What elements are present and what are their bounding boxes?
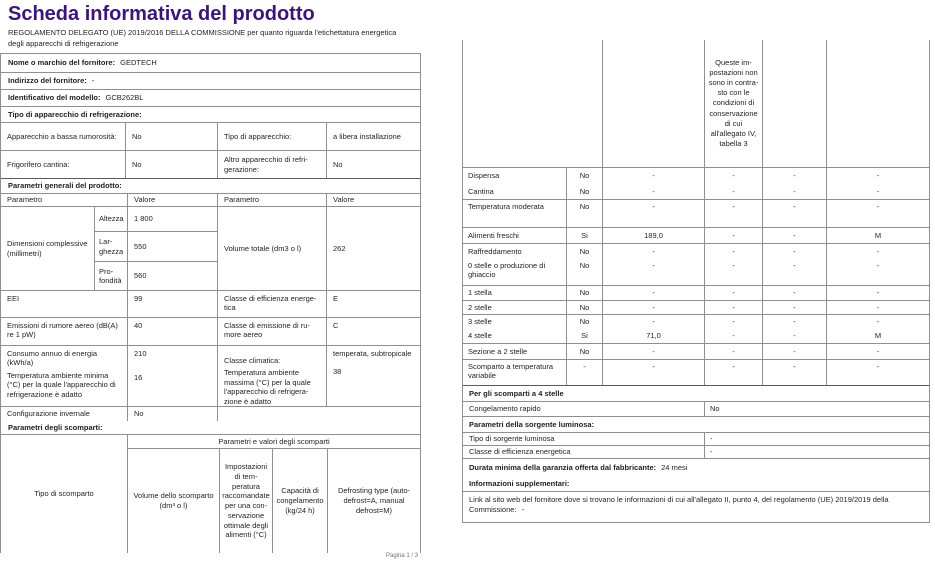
table-row [1, 291, 420, 318]
fast-freeze-value: No [710, 404, 720, 414]
wine-cooler-value: No [126, 151, 218, 178]
supplier-link-label: Link al sito web del fornitore dove si trovano le informazioni di cui all'allegato II, punto 4, del regolamento (UE) 2019/2019 della Commissione: [469, 495, 889, 515]
min-temp-label: Temperatura ambiente minima (°C) per la quale l'apparecchio di refrigerazione è adatto [7, 370, 116, 399]
compartment-capacity: - [763, 344, 827, 359]
defrost-col-header: Defrosting type (auto-defrost=A, manual defrost=M) [337, 486, 411, 515]
warranty-value: 24 mesi [661, 462, 688, 472]
compartment-present: No [567, 184, 603, 199]
compartment-present: No [567, 315, 603, 329]
max-temp-value: 38 [333, 367, 342, 377]
energy-climate-block [1, 346, 420, 407]
low-noise-label: Apparecchio a bassa rumorosità: [1, 123, 126, 150]
table-row [463, 184, 929, 200]
compartment-present: Si [567, 329, 603, 343]
table-row [463, 168, 929, 184]
climate-class-value: temperata, subtropicale [333, 349, 412, 358]
eei-value: 99 [128, 291, 218, 317]
compartment-temp: - [705, 315, 763, 329]
light-type-value: - [710, 434, 713, 444]
col-valore-2: Valore [333, 195, 355, 205]
compartment-name: 2 stelle [463, 301, 567, 314]
compartment-name: 3 stelle [463, 315, 567, 329]
table-row [463, 301, 929, 315]
compartment-volume: - [603, 286, 705, 300]
supplier-address-value: - [91, 76, 95, 86]
table-row [463, 315, 929, 329]
width-value: 550 [128, 232, 218, 261]
table-row [1, 123, 420, 151]
eei-label: EEI [1, 291, 128, 317]
light-class-row [463, 446, 929, 459]
fast-freeze-label: Congelamento rapido [463, 402, 705, 416]
compartment-temp: - [705, 184, 763, 199]
compartment-defrost: - [876, 261, 880, 270]
compartment-temp: - [705, 228, 763, 243]
volume-col-header: Volume dello scomparto (dm³ o l) [128, 449, 220, 553]
compartment-defrost: - [876, 302, 880, 312]
low-noise-value: No [126, 123, 218, 150]
compartments-table-title: Parametri e valori degli scomparti [128, 435, 420, 449]
warranty-row [463, 459, 929, 476]
page-number: Pagina 1 / 3 [386, 553, 419, 559]
compartments-header-table [1, 435, 420, 553]
dimensions-block [1, 207, 420, 291]
compartment-temp: - [705, 301, 763, 314]
supplier-link-row [463, 492, 929, 523]
compartment-capacity: - [763, 228, 827, 243]
fast-freeze-row [463, 402, 929, 417]
column-header-row [1, 194, 420, 207]
compartment-defrost: - [876, 202, 880, 211]
energy-values-cell [128, 346, 218, 406]
compartment-defrost: - [876, 171, 880, 181]
regulation-text: REGOLAMENTO DELEGATO (UE) 2019/2016 DELLA COMMISSIONE per quanto riguarda l'etichettatura energetica degli apparecchi di refrigerazione [8, 28, 397, 48]
table-row [1, 318, 420, 346]
compartment-temp: - [705, 200, 763, 227]
compartment-temp: - [705, 286, 763, 300]
compartment-volume: - [603, 360, 705, 385]
light-type-label: Tipo di sorgente luminosa [463, 433, 705, 445]
compartment-present: No [567, 168, 603, 184]
compartment-present: No [567, 344, 603, 359]
dimensions-label: Dimensioni complessive (millimetri) [1, 207, 95, 290]
compartment-capacity: - [763, 259, 827, 285]
compartment-volume: - [603, 184, 705, 199]
compartment-name: Dispensa [463, 168, 567, 184]
compartment-defrost: - [876, 288, 880, 298]
col-parametro-2: Parametro [218, 194, 327, 206]
compartment-capacity: - [763, 301, 827, 314]
compartment-capacity: - [763, 244, 827, 259]
table-row [463, 360, 929, 386]
col-valore-1: Valore [128, 194, 218, 206]
freezing-capacity-col-header: Capacità di congelamento (kg/24 h) [273, 449, 328, 553]
table-row [1, 407, 420, 421]
total-volume-label: Volume totale (dm3 o l) [218, 207, 327, 290]
compartments-section-title: Parametri degli scomparti: [1, 421, 420, 435]
model-id-value: GCB262BL [105, 93, 144, 103]
compartment-capacity: - [763, 315, 827, 329]
compartment-temp: - [705, 259, 763, 285]
supplementary-section-title: Informazioni supplementari: [463, 476, 929, 492]
energy-class-label: Classe di efficienza energetica [218, 291, 327, 317]
noise-value: 40 [128, 318, 218, 345]
compartment-defrost: - [876, 317, 880, 327]
empty-header-cell [463, 40, 603, 167]
supplier-address-label: Indirizzo del fornitore: [8, 76, 87, 86]
compartment-volume: - [603, 200, 705, 227]
noise-class-label: Classe di emissione di rumore aereo [218, 318, 327, 345]
table-row [95, 232, 218, 262]
compartment-present: No [567, 301, 603, 314]
compartment-present: No [567, 286, 603, 300]
table-row [95, 207, 218, 232]
compartment-defrost: M [874, 230, 882, 240]
climate-class-label: Classe climatica: [224, 356, 281, 365]
depth-label: Profondità [95, 262, 128, 290]
appliance-type-value: a libera installazione [333, 131, 401, 141]
empty-header-cell [763, 40, 827, 167]
light-class-value: - [710, 447, 713, 457]
height-value: 1 800 [128, 207, 218, 231]
compartment-name: Temperatura moderata [463, 200, 567, 227]
compartment-capacity: - [763, 329, 827, 343]
table-row [463, 329, 929, 344]
compartment-present: - [567, 360, 603, 385]
compartment-temp: - [705, 244, 763, 259]
table-row [95, 262, 218, 290]
min-temp-value: 16 [134, 373, 143, 383]
compartment-volume: - [603, 168, 705, 184]
compartment-volume: - [603, 244, 705, 259]
compartment-present: No [567, 244, 603, 259]
table-row [463, 228, 929, 244]
total-volume-value: 262 [333, 243, 346, 253]
supplier-name-value: GEDTECH [120, 58, 157, 68]
dimensions-subrows [95, 207, 218, 290]
energy-labels-cell [1, 346, 128, 406]
table-row [463, 259, 929, 286]
compartment-temp: - [705, 168, 763, 184]
compartment-temp: - [705, 344, 763, 359]
compartment-capacity: - [763, 286, 827, 300]
table-row [463, 286, 929, 301]
supplier-name-label: Nome o marchio del fornitore: [8, 58, 116, 68]
compartment-defrost: - [876, 186, 880, 196]
compartment-defrost: - [876, 246, 880, 256]
empty-header-cell [827, 40, 929, 167]
other-appliance-label: Altro apparecchio di refrigerazione: [218, 151, 327, 178]
type-section-title: Tipo di apparecchio di refrigerazione: [1, 107, 420, 123]
compartment-volume: - [603, 259, 705, 285]
page-1 [0, 0, 421, 553]
compartment-volume: - [603, 301, 705, 314]
compartment-temp: - [705, 329, 763, 343]
height-label: Altezza [95, 207, 128, 231]
compartment-capacity: - [763, 360, 827, 385]
compartment-volume: - [603, 344, 705, 359]
compartment-temp: - [705, 360, 763, 385]
compartment-volume: 71,0 [603, 329, 705, 343]
width-label: Larghezza [95, 232, 128, 261]
warranty-label: Durata minima della garanzia offerta dal fabbricante: [469, 462, 657, 472]
wine-cooler-label: Frigorifero cantina: [1, 151, 126, 178]
light-type-row [463, 433, 929, 446]
compartment-defrost: - [876, 346, 880, 356]
compartment-defrost: - [876, 362, 880, 371]
supplier-link-value: - [521, 505, 525, 515]
light-source-section-title: Parametri della sorgente luminosa: [463, 417, 929, 433]
compartment-name: 4 stelle [463, 329, 567, 343]
empty-header-cell [603, 40, 705, 167]
table-row [463, 344, 929, 360]
depth-value: 560 [128, 262, 218, 290]
other-appliance-value: No [333, 159, 343, 169]
compartment-capacity: - [763, 168, 827, 184]
compartment-capacity: - [763, 200, 827, 227]
compartment-capacity: - [763, 184, 827, 199]
supplier-name-row [1, 54, 420, 73]
compartment-defrost: M [874, 331, 882, 341]
product-info-table [0, 53, 421, 553]
compartment-name: 1 stella [463, 286, 567, 300]
model-id-row [1, 90, 420, 107]
winter-setting-value: No [128, 407, 218, 421]
compartment-present: No [567, 200, 603, 227]
compartment-name: 0 stelle o produzione di ghiaccio [463, 259, 567, 285]
table-row [463, 244, 929, 259]
page-2 [462, 40, 930, 523]
empty-cell [218, 407, 420, 421]
compartment-name: Alimenti freschi [463, 228, 567, 243]
continued-header-row [463, 40, 929, 168]
light-class-label: Classe di efficienza energetica [463, 446, 705, 458]
winter-setting-label: Configurazione invernale [1, 407, 128, 421]
temp-settings-col-header: Impostazioni di temperatura raccomandate per una conservazione ottimale degli alimenti (°C) [220, 449, 273, 553]
general-section-title: Parametri generali del prodotto: [1, 179, 420, 194]
appliance-type-label: Tipo di apparecchio: [218, 123, 327, 150]
annual-energy-label: Consumo annuo di energia (kWh/a) [7, 349, 98, 368]
compartment-present: Si [567, 228, 603, 243]
compartment-type-col-header: Tipo di scomparto [1, 435, 128, 553]
max-temp-label: Temperatura ambiente massima (°C) per la quale l'apparecchio di refrigerazione è adatto [224, 368, 311, 406]
page-title: Scheda informativa del prodotto [8, 3, 315, 25]
four-star-section-title: Per gli scomparti a 4 stelle [463, 386, 929, 402]
noise-class-value: C [333, 321, 339, 330]
compartment-volume: 189,0 [603, 228, 705, 243]
climate-labels-cell [218, 346, 327, 406]
compartment-name: Sezione a 2 stelle [463, 344, 567, 359]
noise-label: Emissioni di rumore aereo (dB(A) re 1 pW) [1, 318, 128, 345]
compartment-name: Raffreddamento [463, 244, 567, 259]
compartment-name: Cantina [463, 184, 567, 199]
compartment-name: Scomparto a temperatura variabile [463, 360, 567, 385]
col-parametro-1: Parametro [1, 194, 128, 206]
table-row [1, 151, 420, 179]
energy-class-value: E [333, 294, 339, 303]
annual-energy-value: 210 [134, 349, 147, 358]
temp-settings-note: Queste impostazioni non sono in contrasto con le condizioni di conservazione di cui all'allegato IV, tabella 3 [705, 40, 763, 167]
climate-values-cell [327, 346, 420, 406]
table-row [463, 200, 929, 228]
supplier-address-row [1, 73, 420, 90]
compartment-volume: - [603, 315, 705, 329]
compartment-present: No [567, 259, 603, 285]
model-id-label: Identificativo del modello: [8, 93, 101, 103]
